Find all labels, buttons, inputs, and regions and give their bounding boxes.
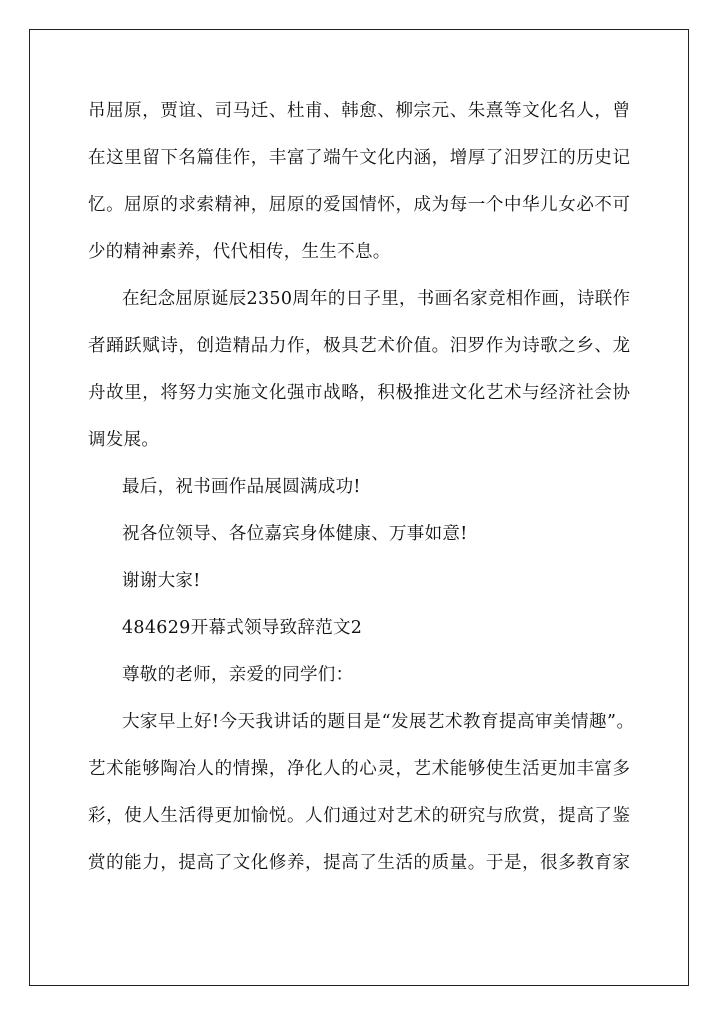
text-line: 谢谢大家! bbox=[122, 571, 201, 591]
text-line: 吊屈原，贾谊、司马迁、杜甫、韩愈、柳宗元、朱熹等文化名人，曾 bbox=[88, 101, 631, 121]
text-line: 艺术能够陶冶人的情操，净化人的心灵，艺术能够使生活更加丰富多 bbox=[88, 759, 631, 779]
text-line: 舟故里，将努力实施文化强市战略，积极推进文化艺术与经济社会协 bbox=[88, 383, 631, 403]
text-line: 者踊跃赋诗，创造精品力作，极具艺术价值。汨罗作为诗歌之乡、龙 bbox=[88, 336, 631, 356]
text-line: 忆。屈原的求索精神，屈原的爱国情怀，成为每一个中华儿女必不可 bbox=[88, 195, 631, 215]
text-line: 少的精神素养，代代相传，生生不息。 bbox=[88, 242, 391, 262]
text-line: 大家早上好!今天我讲话的题目是“发展艺术教育提高审美情趣”。 bbox=[122, 712, 635, 732]
section-title: 484629开幕式领导致辞范文2 bbox=[122, 618, 363, 638]
page-border bbox=[29, 29, 689, 986]
text-line: 最后，祝书画作品展圆满成功! bbox=[122, 477, 361, 497]
text-line: 在纪念屈原诞辰2350周年的日子里，书画名家竞相作画，诗联作 bbox=[122, 289, 631, 309]
text-line: 彩，使人生活得更加愉悦。人们通过对艺术的研究与欣赏，提高了鉴 bbox=[88, 806, 631, 826]
text-line: 尊敬的老师，亲爱的同学们： bbox=[122, 665, 354, 685]
text-line: 赏的能力，提高了文化修养，提高了生活的质量。于是，很多教育家 bbox=[88, 853, 631, 873]
text-line: 在这里留下名篇佳作，丰富了端午文化内涵，增厚了汨罗江的历史记 bbox=[88, 148, 631, 168]
text-line: 调发展。 bbox=[88, 430, 160, 450]
text-line: 祝各位领导、各位嘉宾身体健康、万事如意! bbox=[122, 524, 468, 544]
